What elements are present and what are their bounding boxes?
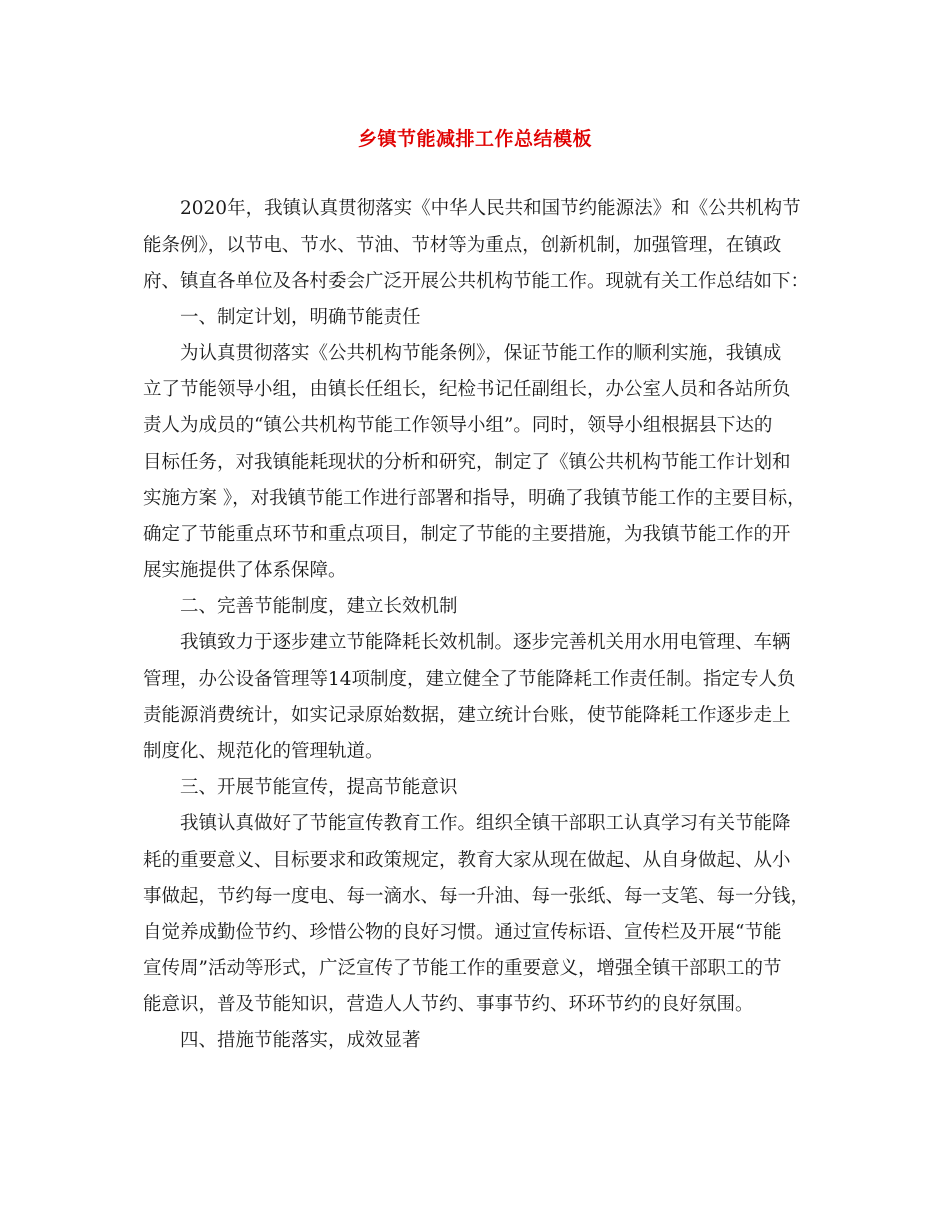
- paragraph-line: 为认真贯彻落实《公共机构节能条例》，保证节能工作的顺利实施，我镇成: [180, 343, 782, 364]
- paragraph-line: 自觉养成勤俭节约、珍惜公物的良好习惯。通过宣传标语、宣传栏及开展“节能: [143, 922, 782, 943]
- paragraph-line: 确定了节能重点环节和重点项目，制定了节能的主要措施，为我镇节能工作的开: [143, 524, 791, 545]
- paragraph-line: 目标任务，对我镇能耗现状的分析和研究，制定了《镇公共机构节能工作计划和: [143, 452, 791, 473]
- section-heading: 三、开展节能宣传，提高节能意识: [180, 777, 458, 798]
- paragraph-line: 宣传周”活动等形式，广泛宣传了节能工作的重要意义，增强全镇干部职工的节: [143, 958, 782, 979]
- paragraph-line: 展实施提供了体系保障。: [143, 560, 347, 581]
- document-title: 乡镇节能减排工作总结模板: [357, 128, 592, 150]
- paragraph-line: 我镇认真做好了节能宣传教育工作。组织全镇干部职工认真学习有关节能降: [180, 813, 791, 834]
- paragraph-line: 立了节能领导小组，由镇长任组长，纪检书记任副组长，办公室人员和各站所负: [143, 379, 791, 400]
- paragraph-line: 能意识，普及节能知识，营造人人节约、事事节约、环环节约的良好氛围。: [143, 994, 754, 1015]
- paragraph-line: 府、镇直各单位及各村委会广泛开展公共机构节能工作。现就有关工作总结如下：: [143, 271, 810, 292]
- section-heading: 四、措施节能落实，成效显著: [180, 1030, 421, 1051]
- section-heading: 二、完善节能制度，建立长效机制: [180, 596, 458, 617]
- paragraph-line: 耗的重要意义、目标要求和政策规定，教育大家从现在做起、从自身做起、从小: [143, 850, 791, 871]
- section-heading: 一、制定计划，明确节能责任: [180, 307, 421, 328]
- paragraph-line: 实施方案 》，对我镇节能工作进行部署和指导，明确了我镇节能工作的主要目标，: [143, 488, 806, 509]
- paragraph-line: 能条例》，以节电、节水、节油、节材等为重点，创新机制，加强管理，在镇政: [143, 235, 782, 256]
- paragraph-line: 责人为成员的“镇公共机构节能工作领导小组”。同时，领导小组根据县下达的: [143, 415, 773, 436]
- paragraph-line: 我镇致力于逐步建立节能降耗长效机制。逐步完善机关用水用电管理、车辆: [180, 632, 791, 653]
- paragraph-line: 事做起，节约每一度电、每一滴水、每一升油、每一张纸、每一支笔、每一分钱，: [143, 886, 810, 907]
- paragraph-line: 2020年，我镇认真贯彻落实《中华人民共和国节约能源法》和《公共机构节: [180, 198, 801, 219]
- paragraph-line: 管理，办公设备管理等14项制度，建立健全了节能降耗工作责任制。指定专人负: [143, 669, 796, 690]
- paragraph-line: 责能源消费统计，如实记录原始数据，建立统计台账，使节能降耗工作逐步走上: [143, 705, 791, 726]
- paragraph-line: 制度化、规范化的管理轨道。: [143, 741, 384, 762]
